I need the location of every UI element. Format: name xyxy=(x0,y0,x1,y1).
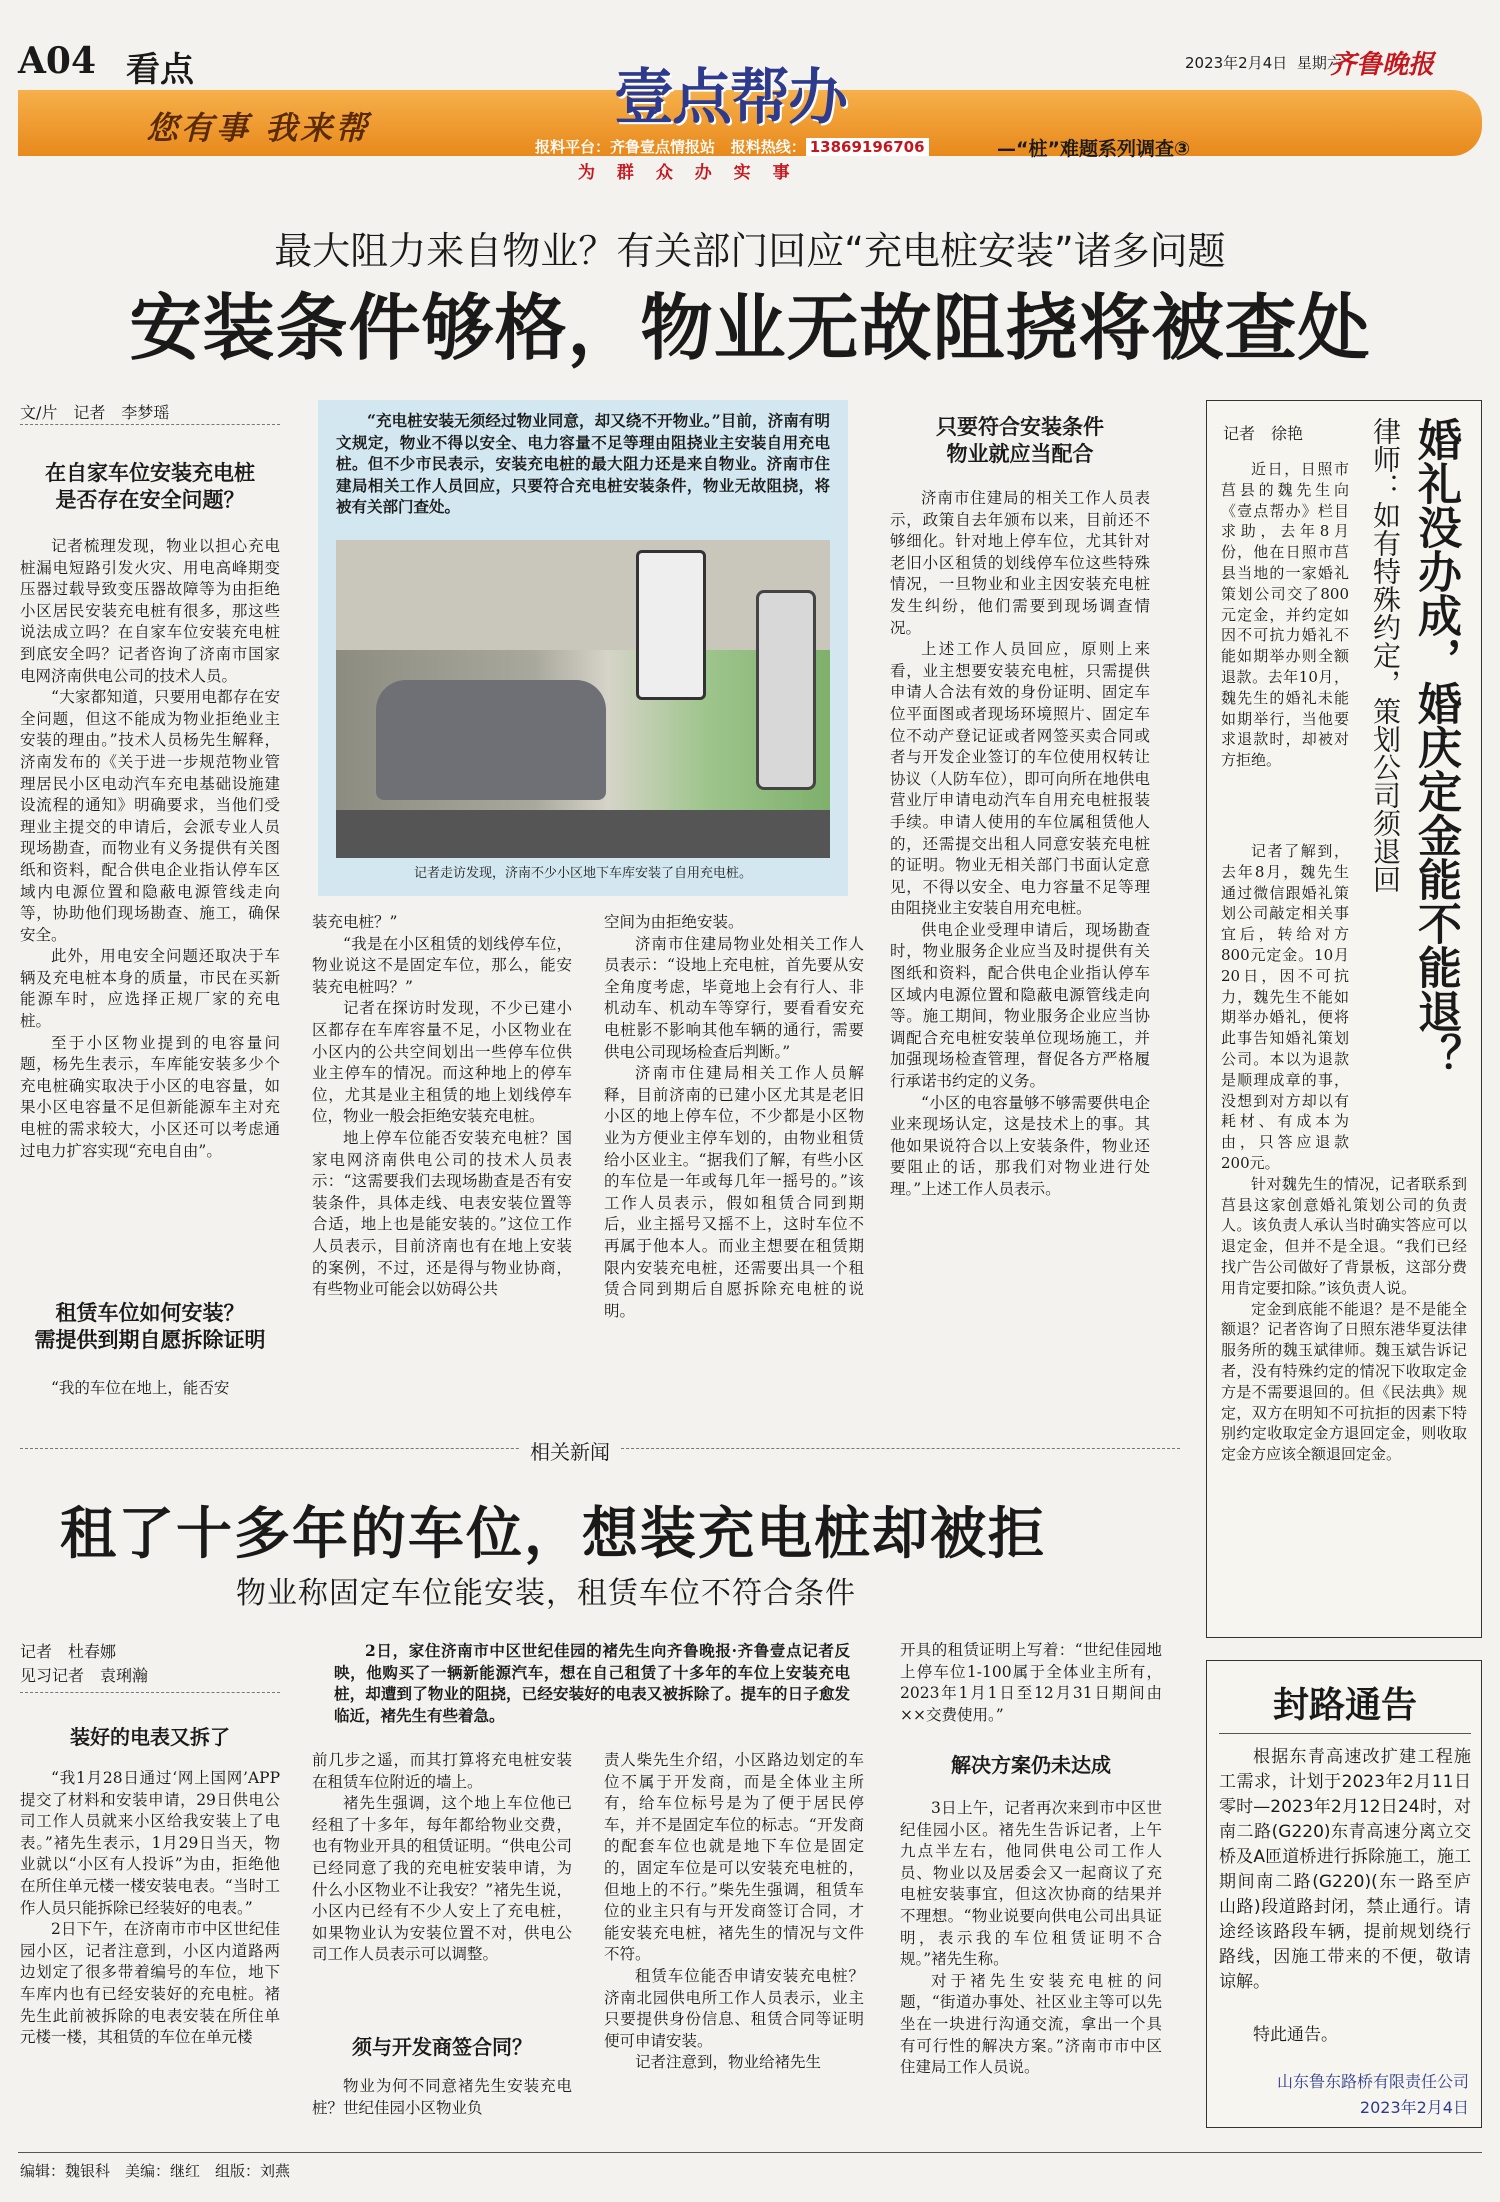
charging-photo xyxy=(336,540,830,858)
related-headline: 租了十多年的车位，想装充电桩却被拒 xyxy=(60,1501,1046,1567)
column-3 xyxy=(604,912,864,1322)
slogan: 您有事 我来帮 xyxy=(146,109,371,147)
subhead-safety: 在自家车位安装充电桩 是否存在安全问题？ xyxy=(45,461,255,512)
related-column-4 xyxy=(900,1640,1162,1726)
paragraph: “我的车位在地上，能否安 xyxy=(51,1379,230,1397)
paragraph: 上述工作人员回应，原则上来看，业主想要安装充电桩，只需提供申请人合法有效的身份证明、固定车位平面图或者现场环境照片、固定车位不动产登记证或者网签买卖合同或者与开发企业签订的车位使用权转让协议（人防车位），即可向所在地供电营业厅申请电动汽车自用充电桩报装手续。申请人使用的车位属租赁他人的，还需提交出租人同意安装充电桩的证明。物业无相关部门书面认定意见，不得以安全、电力容量不足等理由阻挠业主安装自用充电桩。 xyxy=(890,640,1150,918)
notice-date: 2023年2月4日 xyxy=(1359,2098,1469,2117)
paragraph: 2日下午，在济南市市中区世纪佳园小区，记者注意到，小区内道路两边划定了很多带着编号的车位，地下车库内也有已经安装好的充电桩。褚先生此前被拆除的电表安装在所住单元楼一楼，其租赁的车位在单元楼 xyxy=(20,1920,280,2047)
related-sub-2: 须与开发商签合同？ xyxy=(352,2035,532,2059)
paragraph: 定金到底能不能退？是不是能全额退？记者咨询了日照东港华夏法律服务所的魏玉斌律师。魏玉斌告诉记者，没有特殊约定的情况下收取定金方是不需要退回的。但《民法典》规定，双方在明知不可抗拒的因素下特别约定收取定金方退回定金，则收取定金方应该全额退回定金。 xyxy=(1221,1299,1467,1464)
motto: 为 群 众 办 实 事 xyxy=(578,163,798,183)
paragraph: 3日上午，记者再次来到市中区世纪佳园小区。褚先生告诉记者，上午九点半左右，他同供电公司工作人员、物业以及居委会又一起商议了充电桩安装事宜，但这次协商的结果并不理想。“物业说要向供电公司出具证明，表示我的车位租赁证明不合规。”褚先生称。 xyxy=(900,1799,1162,1969)
byline: 文/片 记者 李梦瑶 xyxy=(20,403,170,422)
paragraph: 至于小区物业提到的电容量问题，杨先生表示，车库能安装多少个充电桩确实取决于小区的电容量，如果小区电容量不足但新能源车主对充电桩的需求较大，小区还可以考虑通过电力扩容实现“充电自由”。 xyxy=(20,1033,280,1160)
related-column-1 xyxy=(20,1768,280,2049)
paragraph: 供电企业受理申请后，现场勘查时，物业服务企业应当及时提供有关图纸和资料，配合供电企业指认停车区域内电源位置和隐蔽电源管线走向等。施工期间，物业服务企业应当协调配合充电桩安装单位现场施工，并加强现场检查管理，督促各方严格履行承诺书约定的义务。 xyxy=(890,920,1150,1091)
subhead-cooperate: 只要符合安装条件 物业就应当配合 xyxy=(936,415,1104,466)
side-body-top xyxy=(1221,459,1349,771)
column-1b xyxy=(20,1378,280,1400)
paragraph: 记者了解到，去年8月，魏先生通过微信跟婚礼策划公司敲定相关事宜后，转给对方800元定金。10月20日，因不可抗力，魏先生不能如期举办婚礼，便将此事告知婚礼策划公司。本以为退款是顺理成章的事，没想到对方却以有耗材、有成本为由，只答应退款200元。 xyxy=(1221,842,1349,1172)
paragraph: 济南市住建局相关工作人员解释，目前济南的已建小区尤其是老旧小区的地上停车位，不少都是小区物业为方便业主停车划的，由物业租赁给小区业主。“据我们了解，有些小区的车位是一年或每几年一摇号的。”该工作人员表示，假如租赁合同到期后，业主摇号又摇不上，这时车位不再属于他本人。而业主想要在租赁期限内安装充电桩，还需要出具一个租赁合同到期后自愿拆除充电桩的说明。 xyxy=(604,1064,864,1320)
paper-name: 齐鲁晚报 xyxy=(1330,50,1435,80)
side-byline: 记者 徐艳 xyxy=(1223,424,1304,443)
related-column-2b xyxy=(312,2076,572,2119)
column-4 xyxy=(890,488,1150,1201)
paragraph: 济南市住建局物业处相关工作人员表示：“设地上充电桩，首先要从安全角度考虑，毕竟地上会有行人、非机动车、机动车等穿行，要看看安充电桩影不影响其他车辆的通行，需要供电公司现场检查后判断。” xyxy=(604,934,864,1061)
side-title: 婚礼没办成，婚庆定金能不能退？ xyxy=(1410,417,1461,1077)
related-column-4b xyxy=(900,1798,1162,2079)
byline-reporter: 记者 杜春娜 xyxy=(20,1642,117,1661)
related-byline xyxy=(20,1640,148,1688)
notice-tail: 特此通告。 xyxy=(1253,2025,1338,2045)
divider xyxy=(20,1692,280,1693)
paragraph: 装充电桩？” xyxy=(312,913,398,931)
divider xyxy=(20,424,280,425)
related-sub-3: 解决方案仍未达成 xyxy=(951,1753,1111,1777)
lead-box xyxy=(318,400,848,896)
paragraph: 近日，日照市莒县的魏先生向《壹点帮办》栏目求助，去年8月份，他在日照市莒县当地的一家婚礼策划公司交了800元定金，并约定如因不可抗力婚礼不能如期举办则全额退款。去年10月，魏先生的婚礼未能如期举行，当他要求退款时，却被对方拒绝。 xyxy=(1221,460,1349,770)
paragraph: 物业为何不同意褚先生安装充电桩？世纪佳园小区物业负 xyxy=(312,2077,572,2117)
related-sub-1: 装好的电表又拆了 xyxy=(70,1725,230,1749)
paragraph: 开具的租赁证明上写着：“世纪佳园地上停车位1-100属于全体业主所有，2023年1月1日至12月31日期间由××交费使用。” xyxy=(900,1641,1162,1724)
subhead-rental: 租赁车位如何安装？ 需提供到期自愿拆除证明 xyxy=(34,1301,266,1352)
paragraph: 济南市住建局的相关工作人员表示，政策自去年颁布以来，目前还不够细化。针对地上停车位，尤其针对老旧小区租赁的划线停车位这些特殊情况，一旦物业和业主因安装充电桩发生纠纷，他们需要到现场调查情况。 xyxy=(890,489,1150,637)
byline-trainee: 见习记者 袁琍瀚 xyxy=(20,1666,149,1685)
series-tag: —“桩”难题系列调查③ xyxy=(997,138,1191,160)
paragraph: “我1月28日通过‘网上国网’APP提交了材料和安装申请，29日供电公司工作人员就来小区给我安装上了电表。”褚先生表示，1月29日当天，物业就以“小区有人投诉”为由，拒绝他在所住单元楼一楼安装电表。“当时工作人员只能拆除已经装好的电表。” xyxy=(20,1769,280,1917)
paragraph: 记者梳理发现，物业以担心充电桩漏电短路引发火灾、用电高峰期变压器过载导致变压器故障等为由拒绝小区居民安装充电桩有很多，那这些说法成立吗？在自家车位安装充电桩到底安全吗？记者咨询了济南市国家电网济南供电公司的技术人员。 xyxy=(20,537,280,685)
notice-body: 根据东青高速改扩建工程施工需求，计划于2023年2月11日零时—2023年2月12日24时，对南二路(G220)东青高速分离立交桥及A匝道桥进行拆除施工，施工期间南二路(G220)(东一路至庐山路)段道路封闭，禁止通行。请途经该路段车辆，提前规划绕行路线，因施工带来的不便，敬请谅解。 xyxy=(1219,1747,1471,1992)
side-subtitle: 律师：如有特殊约定，策划公司须退回 xyxy=(1369,417,1402,893)
kicker: 最大阻力来自物业？有关部门回应“充电桩安装”诸多问题 xyxy=(274,229,1226,273)
related-column-3 xyxy=(604,1750,864,2074)
section-name: 看点 xyxy=(126,50,194,90)
paragraph: 针对魏先生的情况，记者联系到莒县这家创意婚礼策划公司的负责人。该负责人承认当时确实答应可以退定金，但并不是全退。“我们已经找广告公司做好了背景板，这部分费用肯定要扣除。”该负责人说。 xyxy=(1221,1174,1467,1297)
side-body xyxy=(1221,841,1467,1465)
divider xyxy=(1219,1733,1471,1734)
paragraph: 褚先生强调，这个地上车位他已经租了十多年，每年都给物业交费，也有物业开具的租赁证明。“供电公司已经同意了我的充电桩安装申请，为什么小区物业不让我安？”褚先生说，小区内已经有不少人安上了充电桩，如果物业认为安装位置不对，供电公司工作人员表示可以调整。 xyxy=(312,1794,572,1964)
paragraph: 记者注意到，物业给褚先生 xyxy=(635,2053,822,2072)
logo: 壹点帮办 xyxy=(614,63,846,133)
footer-credits: 编辑：魏银科 美编：继红 组版：刘燕 xyxy=(20,2162,291,2180)
photo-caption: 记者走访发现，济南不少小区地下车库安装了自用充电桩。 xyxy=(413,866,752,881)
paragraph: “大家都知道，只要用电都存在安全问题，但这不能成为物业拒绝业主安装的理由。”技术人员杨先生解释，济南发布的《关于进一步规范物业管理居民小区电动汽车充电基础设施建设流程的通知》明确要求，当他们受理业主提交的申请后，会派专业人员现场勘查，而物业有义务提供有关图纸和资料，配合供电企业指认停车区域内电源位置和隐蔽电源管线走向等，协助他们现场勘查、施工，确保安全。 xyxy=(20,688,280,944)
hotline: 报料平台：齐鲁壹点情报站 报料热线： 13869196706 xyxy=(535,136,929,157)
paragraph: 租赁车位能否申请安装充电桩？济南北园供电所工作人员表示，业主只要提供身份信息、租赁合同等证明便可申请安装。 xyxy=(604,1966,864,2050)
related-lead: 2日，家住济南市中区世纪佳园的褚先生向齐鲁晚报·齐鲁壹点记者反映，他购买了一辆新能源汽车，想在自己租赁了十多年的车位上安装充电桩，却遭到了物业的阻挠，已经安装好的电表又被拆除了。提车的日子愈发临近，褚先生有些着急。 xyxy=(334,1641,850,1725)
paragraph: “小区的电容量够不够需要供电企业来现场认定，这是技术上的事。其他如果说符合以上安装条件，物业还要阻止的话，那我们对物业进行处理。”上述工作人员表示。 xyxy=(890,1093,1150,1198)
paragraph: “我是在小区租赁的划线停车位，物业说这不是固定车位，那么，能安装充电桩吗？” xyxy=(312,934,572,996)
related-label: 相关新闻 xyxy=(520,1436,620,1465)
notice-title: 封路通告 xyxy=(1272,1685,1417,1726)
footer-rule xyxy=(18,2152,1482,2153)
road-notice xyxy=(1206,1660,1482,2128)
column-1 xyxy=(20,536,280,1162)
notice-sign: 山东鲁东路桥有限责任公司 xyxy=(1276,2072,1469,2091)
paragraph: 地上停车位能否安装充电桩？国家电网济南供电公司的技术人员表示：“这需要我们去现场勘查是否有安装条件，具体走线、电表安装位置等合适，地上也是能安装的。”这位工作人员表示，目前济南也有在地上安装的案例，不过，还是得与物业协商，有些物业可能会以妨碍公共 xyxy=(312,1128,572,1299)
paragraph: 对于褚先生安装充电桩的问题，“街道办事处、社区业主等可以先坐在一块进行沟通交流，拿出一个具有可行性的解决方案。”济南市市中区住建局工作人员说。 xyxy=(900,1971,1162,2077)
issue-date: 2023年2月4日 星期六 xyxy=(1185,54,1342,72)
lead-text: “充电桩安装无须经过物业同意，却又绕不开物业。”目前，济南有明文规定，物业不得以安全、电力容量不足等理由阻挠业主安装自用充电桩。但不少市民表示，安装充电桩的最大阻力还是来自物业。济南市住建局相关工作人员回应，只要符合充电桩安装条件，物业无故阻挠，将被有关部门查处。 xyxy=(336,411,830,517)
column-2 xyxy=(312,912,572,1301)
paragraph: 责人柴先生介绍，小区路边划定的车位不属于开发商，而是全体业主所有，给车位标号是为了便于居民停车，并不是固定车位的标志。“开发商的配套车位也就是地下车位是固定的，固定车位是可以安装充电桩的，但地上的不行。”柴先生强调，租赁车位的业主只有与开发商签订合同，才能安装充电桩，褚先生的情况与文件不符。 xyxy=(604,1751,864,1964)
side-story xyxy=(1206,400,1482,1638)
headline: 安装条件够格，物业无故阻挠将被查处 xyxy=(129,285,1371,370)
page-number: A04 xyxy=(18,40,97,82)
paragraph: 前几步之遥，而其打算将充电桩安装在租赁车位附近的墙上。 xyxy=(312,1751,572,1791)
paragraph: 此外，用电安全问题还取决于车辆及充电桩本身的质量，市民在买新能源车时，应选择正规厂家的充电桩。 xyxy=(20,947,280,1031)
related-subhead: 物业称固定车位能安装，租赁车位不符合条件 xyxy=(236,1576,856,1611)
masthead xyxy=(0,0,1500,190)
related-column-2 xyxy=(312,1750,572,1966)
paragraph: 空间为由拒绝安装。 xyxy=(604,913,744,931)
paragraph: 记者在探访时发现，不少已建小区都存在车库容量不足，小区物业在小区内的公共空间划出一些停车位供业主停车的情况。而这种地上的停车位，尤其是业主租赁的地上划线停车位，物业一般会拒绝安装充电桩。 xyxy=(312,999,572,1126)
